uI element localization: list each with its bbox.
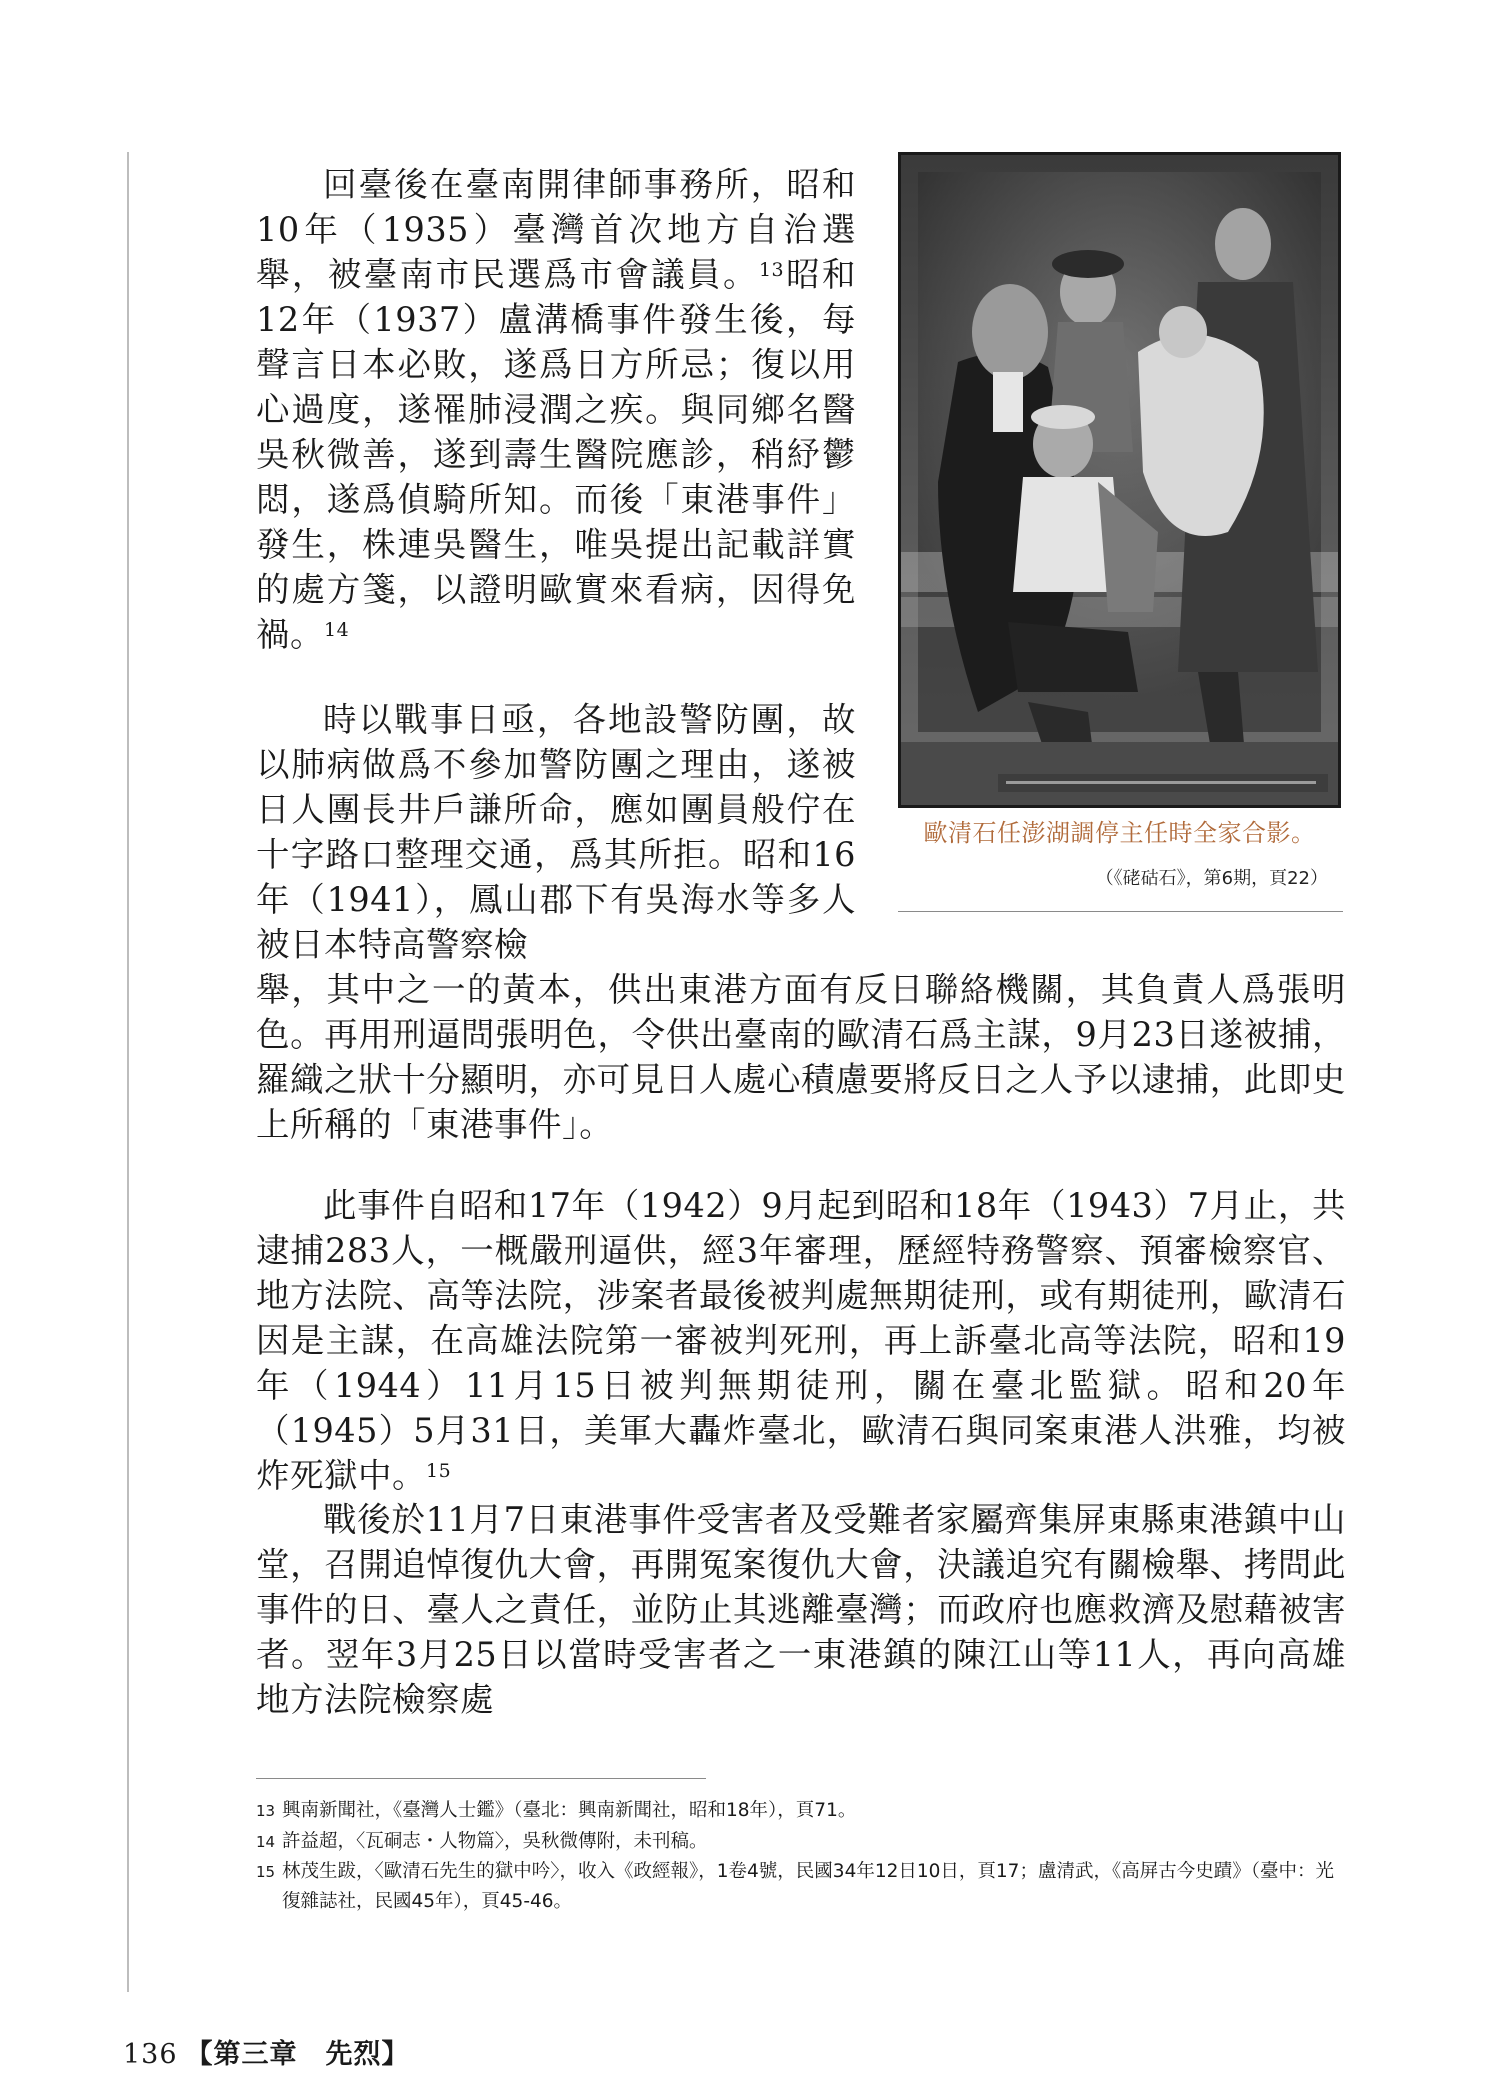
- footnote-13: [256, 1796, 1346, 1826]
- footnote-number: 15: [256, 1863, 276, 1881]
- footnote-15: [256, 1857, 1346, 1917]
- footnote-text: 許益超，〈瓦硐志・人物篇〉，吳秋微傳附，未刊稿。: [282, 1831, 708, 1852]
- footnote-text: 林茂生跋，〈歐清石先生的獄中吟〉，收入《政經報》，1卷4號，民國34年12日10日，頁17；盧清武，《高屏古今史蹟》（臺中：光復雜誌社，民國45年），頁45-46。: [282, 1861, 1334, 1912]
- family-photo: [898, 152, 1341, 808]
- footnote-number: 13: [256, 1802, 276, 1820]
- paragraph-4: 戰後於11月7日東港事件受害者及受難者家屬齊集屏東縣東港鎮中山堂，召開追悼復仇大會，再開冤案復仇大會，決議追究有關檢舉、拷問此事件的日、臺人之責任，並防止其逃離臺灣；而政府也應救濟及慰藉被害者。翌年3月25日以當時受害者之一東港鎮的陳江山等11人，再向高雄地方法院檢察處: [256, 1500, 1346, 1719]
- caption-divider: [898, 911, 1343, 912]
- footnote-14: [256, 1827, 1346, 1857]
- photo-caption: 歐清石任澎湖調停主任時全家合影。: [923, 819, 1316, 847]
- chapter-title: 【第三章 先烈】: [185, 2039, 410, 2070]
- paragraph-2-continued: 舉，其中之一的黃本，供出東港方面有反日聯絡機關，其負責人爲張明色。再用刑逼問張明色，令供出臺南的歐清石爲主謀，9月23日遂被捕，羅織之狀十分顯明，亦可見日人處心積慮要將反日之人予以逮捕，此即史上所稱的「東港事件」。: [256, 970, 1346, 1144]
- page-number: 136: [123, 2039, 178, 2070]
- paragraph-2-start: 時以戰事日亟，各地設警防團，故以肺病做爲不參加警防團之理由，遂被日人團長井戶謙所命，應如團員般佇在十字路口整理交通，爲其所拒。昭和16年（1941），鳳山郡下有吳海水等多人被日本特高警察檢: [256, 700, 856, 964]
- footnote-ref-14[interactable]: 14: [324, 619, 350, 641]
- paragraph-3: 此事件自昭和17年（1942）9月起到昭和18年（1943）7月止，共逮捕283人，一概嚴刑逼供，經3年審理，歷經特務警察、預審檢察官、地方法院、高等法院，涉案者最後被判處無期徒刑，或有期徒刑，歐清石因是主謀，在高雄法院第一審被判死刑，再上訴臺北高等法院，昭和19年（1944）11月15日被判無期徒刑，關在臺北監獄。昭和20年（1945）5月31日，美軍大轟炸臺北，歐清石與同案東港人洪雅，均被炸死獄中。$^{15}$: [256, 1186, 1346, 1495]
- footnote-divider: [256, 1778, 706, 1779]
- left-margin-rule: [127, 152, 129, 1992]
- photo-source: （《硓𥑮石》，第6期，頁22）: [1095, 868, 1328, 889]
- footnote-ref-15[interactable]: 15: [426, 1460, 452, 1482]
- paragraph-1: 回臺後在臺南開律師事務所，昭和10年（1935）臺灣首次地方自治選舉，被臺南市民選爲市會議員。$^{13}$昭和12年（1937）盧溝橋事件發生後，每聲言日本必敗，遂爲日方所忌；復以用心過度，遂罹肺浸潤之疾。與同鄉名醫吳秋微善，遂到壽生醫院應診，稍紓鬱悶，遂爲偵騎所知。而後「東港事件」發生，株連吳醫生，唯吳提出記載詳實的處方箋，以證明歐實來看病，因得免禍。$^{14}$: [256, 165, 857, 654]
- footnote-text: 興南新聞社，《臺灣人士鑑》（臺北：興南新聞社，昭和18年），頁71。: [282, 1800, 857, 1821]
- footnote-number: 14: [256, 1833, 276, 1851]
- page-footer: [123, 2032, 410, 2071]
- footnote-ref-13[interactable]: 13: [758, 259, 785, 281]
